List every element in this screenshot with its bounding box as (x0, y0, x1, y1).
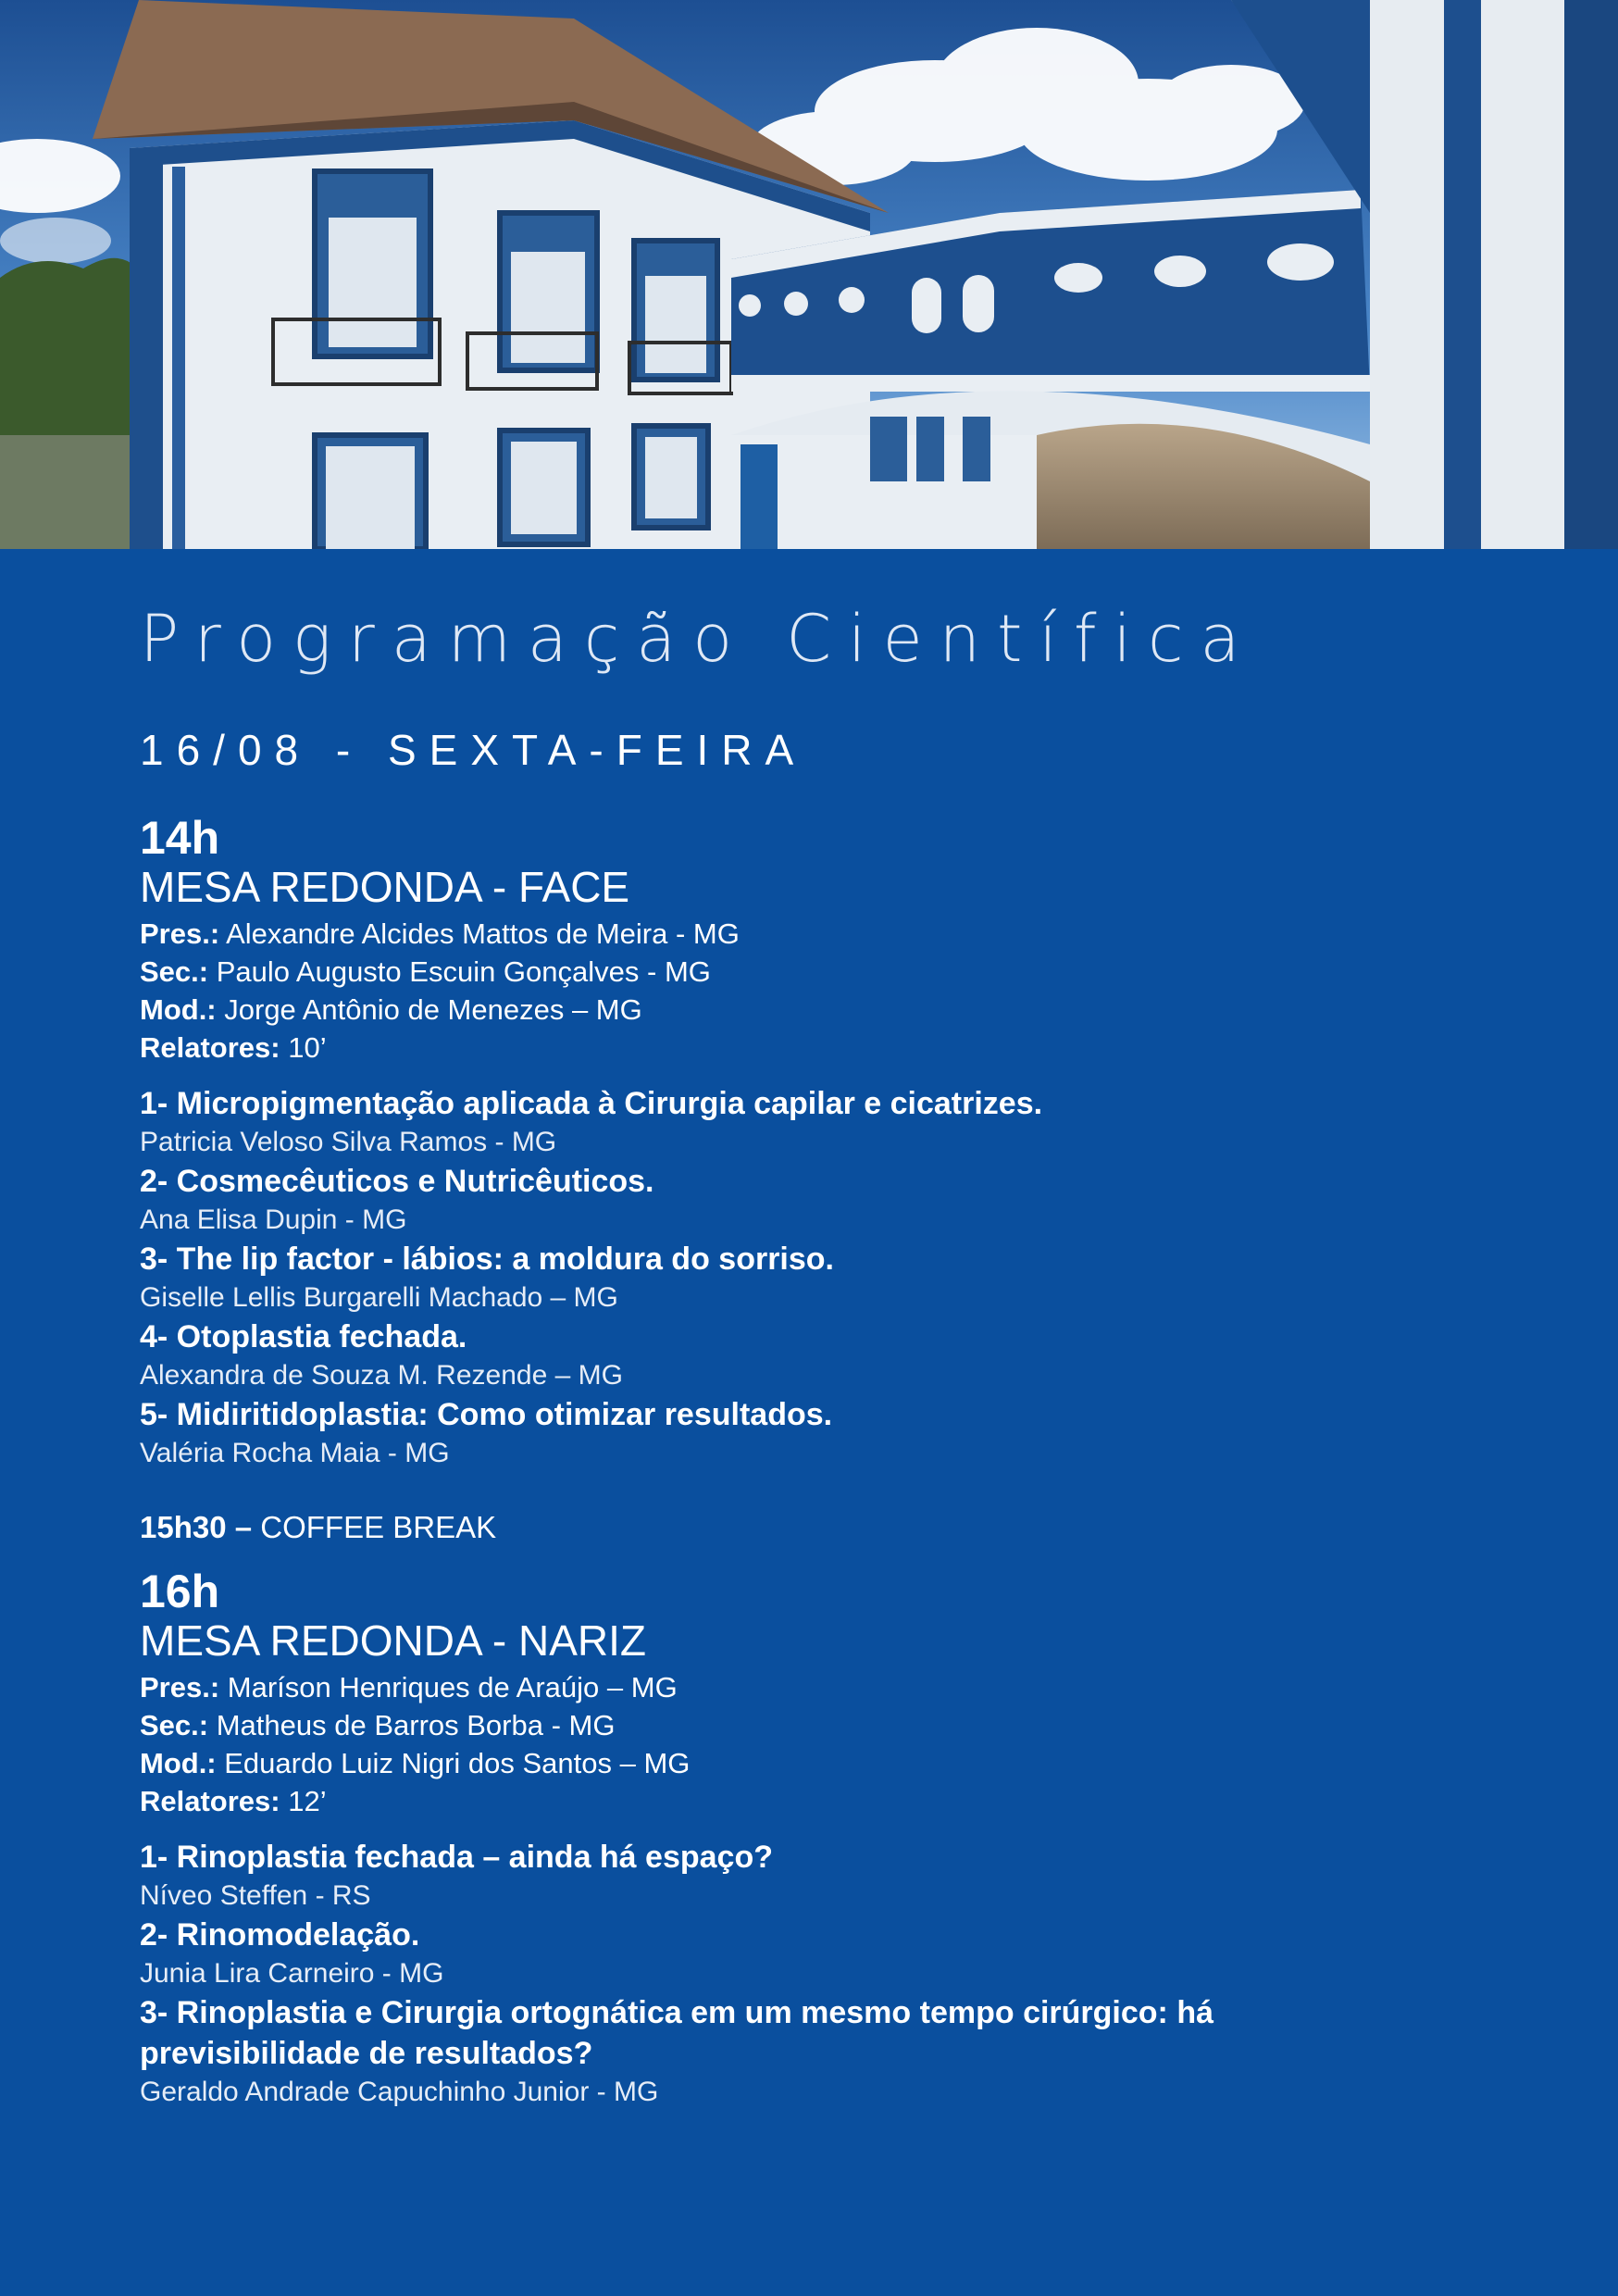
talk-title: 4- Otoplastia fechada. (140, 1319, 467, 1354)
talk-list (140, 1837, 1482, 2111)
role-secretary (140, 953, 1482, 991)
talk-speaker: Geraldo Andrade Capuchinho Junior - MG (140, 2077, 659, 2107)
role-value: Alexandre Alcides Mattos de Meira - MG (219, 917, 740, 950)
role-label: Sec.: (140, 1709, 209, 1741)
role-value: Matheus de Barros Borba - MG (208, 1709, 616, 1741)
session-title: MESA REDONDA - NARIZ (140, 1616, 646, 1665)
program-content (140, 593, 1482, 2111)
session-nose (140, 1566, 1482, 2111)
role-value: Maríson Henriques de Araújo – MG (219, 1671, 678, 1703)
talk-speaker: Junia Lira Carneiro - MG (140, 1958, 444, 1989)
role-moderator (140, 991, 1482, 1029)
talk-title: 2- Cosmecêuticos e Nutricêuticos. (140, 1164, 654, 1199)
role-speakers-time (140, 1029, 1482, 1067)
role-label: Mod.: (140, 993, 217, 1026)
day-heading: 16/08 - SEXTA-FEIRA (140, 726, 807, 774)
talk-title: 5- Midiritidoplastia: Como otimizar resultados. (140, 1397, 833, 1432)
role-value: Jorge Antônio de Menezes – MG (216, 993, 642, 1026)
colonial-building-photo-icon (0, 0, 1618, 549)
talk-title: 3- Rinoplastia e Cirurgia ortognática em um mesmo tempo cirúrgico: há previsibilidade de resultados? (140, 1995, 1214, 2071)
break-label: COFFEE BREAK (252, 1510, 497, 1544)
session-face (140, 813, 1482, 1472)
role-president (140, 1668, 1482, 1706)
role-president (140, 915, 1482, 953)
session-title: MESA REDONDA - FACE (140, 863, 630, 911)
talk-speaker: Alexandra de Souza M. Rezende – MG (140, 1360, 623, 1391)
talk-title: 1- Micropigmentação aplicada à Cirurgia capilar e cicatrizes. (140, 1086, 1043, 1121)
role-speakers-time (140, 1782, 1482, 1820)
role-secretary (140, 1706, 1482, 1744)
talk-list (140, 1083, 1482, 1472)
role-value: Paulo Augusto Escuin Gonçalves - MG (208, 955, 711, 988)
talk-title: 1- Rinoplastia fechada – ainda há espaço? (140, 1840, 773, 1875)
header-photo (0, 0, 1618, 549)
role-label: Pres.: (140, 1671, 220, 1703)
talk-title: 2- Rinomodelação. (140, 1917, 420, 1953)
role-moderator (140, 1744, 1482, 1782)
role-value: 12’ (280, 1785, 327, 1817)
break-time: 15h30 – (140, 1510, 253, 1544)
coffee-break (140, 1507, 1482, 1548)
talk-speaker: Níveo Steffen - RS (140, 1880, 371, 1911)
page-title: Programação Científica (140, 601, 1257, 677)
session-time: 14h (140, 812, 220, 864)
role-label: Mod.: (140, 1747, 217, 1779)
talk-speaker: Valéria Rocha Maia - MG (140, 1438, 450, 1468)
talk-speaker: Giselle Lellis Burgarelli Machado – MG (140, 1282, 618, 1313)
role-value: 10’ (280, 1031, 327, 1064)
role-label: Sec.: (140, 955, 209, 988)
role-value: Eduardo Luiz Nigri dos Santos – MG (216, 1747, 691, 1779)
session-time: 16h (140, 1566, 220, 1617)
talk-speaker: Patricia Veloso Silva Ramos - MG (140, 1127, 557, 1157)
role-label: Pres.: (140, 917, 220, 950)
role-label: Relatores: (140, 1785, 280, 1817)
role-label: Relatores: (140, 1031, 280, 1064)
talk-speaker: Ana Elisa Dupin - MG (140, 1204, 407, 1235)
talk-title: 3- The lip factor - lábios: a moldura do sorriso. (140, 1242, 834, 1277)
